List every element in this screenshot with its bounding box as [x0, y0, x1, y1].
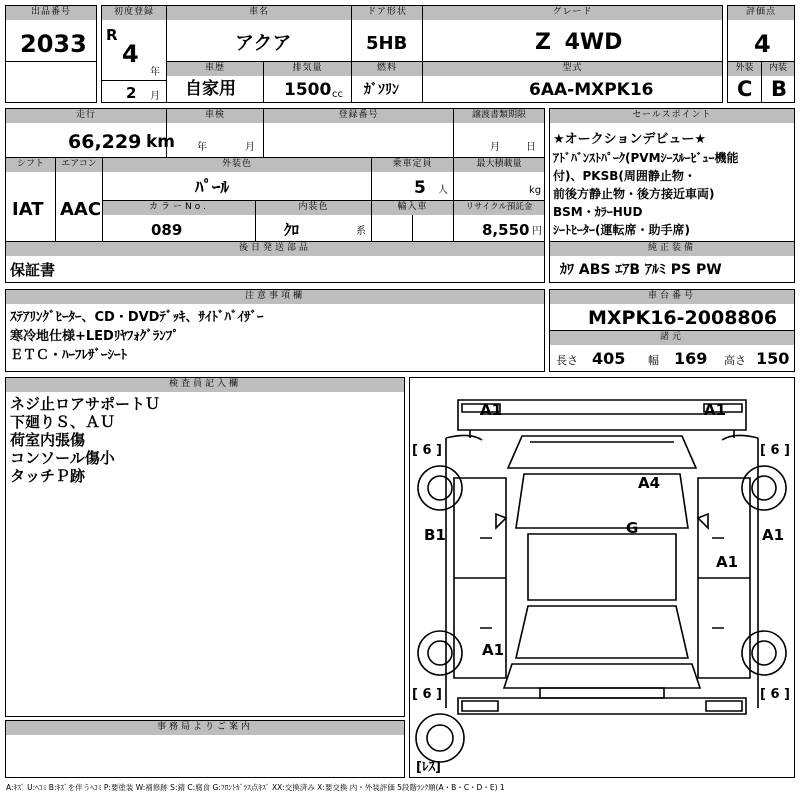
chassis-value: MXPK16-2008806	[588, 307, 778, 329]
office-label: 事務局よりご案内	[6, 721, 404, 735]
specs-width-label: 幅	[648, 354, 659, 367]
first-reg-month-unit: 月	[150, 91, 160, 102]
inspection-year-unit: 年	[197, 142, 207, 153]
notes-line: ＥＴＣ・ﾊｰﾌﾚｻﾞｰｼｰﾄ	[10, 348, 128, 363]
history-value: 自家用	[185, 79, 236, 99]
tire-fl: [ 6 ]	[412, 443, 442, 458]
inspector-line: ネジ止ロアサポートＵ	[10, 395, 161, 413]
reg-number-label: 登録番号	[264, 109, 453, 123]
inspector-line: 下廻りＳ、ＡＵ	[10, 413, 116, 431]
inspector-line: コンソール傷小	[10, 449, 115, 467]
int-color-value: ｸﾛ	[284, 221, 300, 239]
equipment-box	[549, 241, 795, 283]
displacement-label: 排気量	[264, 62, 351, 76]
reg-number-box	[263, 108, 454, 158]
door-box	[351, 5, 423, 62]
sales-point-line: ｼｰﾄﾋｰﾀｰ(運転席・助手席)	[553, 223, 690, 237]
legend: A:ｷｽﾞ U:ﾍｺﾐ B:ｷｽﾞを伴うﾍｺﾐ P:要塗装 W:補修跡 S:錆 C:腐食 G:ﾌﾛﾝﾄｶﾞﾗｽ点ｷｽﾞ XX:交換済み X:要交換 内・外装評価 5段階ﾗﾝｸ順(A・B・C・D・E) 1	[6, 783, 505, 792]
dmg-g: G	[626, 519, 639, 537]
first-reg-label: 初度登録	[102, 6, 166, 20]
car-diagram-box	[409, 377, 795, 778]
recycle-label: リサイクル預託金	[454, 201, 544, 215]
ext-color-value: ﾊﾟｰﾙ	[195, 178, 229, 198]
score-label: 評価点	[728, 6, 794, 20]
tire-rr: [ 6 ]	[760, 687, 790, 702]
interior-grade-box	[761, 61, 795, 103]
specs-label: 諸元	[550, 331, 794, 345]
grade-value: Z 4WD	[535, 30, 623, 55]
equipment-label: 純正装備	[550, 242, 794, 256]
specs-length: 405	[592, 349, 626, 368]
first-reg-box	[101, 5, 167, 103]
spare-tire: [ﾚｽ]	[416, 760, 441, 775]
grade-box	[422, 5, 723, 62]
capacity-unit: 人	[438, 185, 448, 196]
exterior-grade-box	[727, 61, 762, 103]
first-reg-era: R	[106, 26, 118, 44]
sales-point-line: ｱﾄﾞﾊﾞﾝｽﾄﾊﾟｰｸ(PVMｼｰｽﾙｰﾋﾞｭｰ機能	[553, 151, 739, 165]
ext-color-box	[102, 157, 372, 201]
first-reg-year-unit: 年	[150, 67, 160, 78]
aircon-value: AAC	[60, 199, 102, 220]
shift-box	[5, 157, 56, 242]
aircon-label: エアコン	[56, 158, 102, 172]
notes-line: ｽﾃｱﾘﾝｸﾞﾋｰﾀｰ、CD・DVDﾃﾞｯｷ、ｻｲﾄﾞﾊﾞｲｻﾞｰ	[10, 310, 264, 325]
inspector-box	[5, 377, 405, 717]
color-no-value: 089	[151, 221, 183, 239]
transfer-day-unit: 日	[526, 142, 536, 153]
fuel-box	[351, 61, 423, 103]
max-load-label: 最大積載量	[454, 158, 544, 172]
door-value: 5HB	[366, 33, 408, 54]
int-color-box	[255, 200, 372, 242]
history-box	[166, 61, 264, 103]
notes-line: 寒冷地仕様+LEDﾘﾔﾌｫｸﾞﾗﾝﾌﾟ	[10, 329, 179, 344]
later-parts-box	[5, 241, 545, 283]
mileage-unit: km	[146, 132, 176, 152]
exterior-grade-value: C	[737, 77, 753, 101]
inspector-line: 荷室内張傷	[10, 431, 86, 449]
notes-box	[5, 289, 545, 372]
notes-label: 注意事項欄	[6, 290, 544, 304]
recycle-box	[453, 200, 545, 242]
displacement-box	[263, 61, 352, 103]
chassis-label: 車台番号	[550, 290, 794, 304]
lot-blank	[5, 61, 97, 103]
interior-grade-label: 内装	[762, 62, 794, 76]
dmg-a4: A4	[638, 474, 661, 492]
max-load-unit: kg	[529, 185, 542, 196]
color-no-box	[102, 200, 256, 242]
recycle-unit: 円	[532, 226, 542, 237]
inspection-box	[166, 108, 264, 158]
transfer-box	[453, 108, 545, 158]
transfer-month-unit: 月	[490, 142, 500, 153]
score-box	[727, 5, 795, 62]
transfer-label: 譲渡書類期限	[454, 109, 544, 123]
inspection-month-unit: 月	[245, 142, 255, 153]
first-reg-year: 4	[122, 40, 139, 68]
first-reg-month: 2	[126, 84, 137, 102]
lot-label: 出品番号	[6, 6, 96, 20]
mileage-label: 走行	[6, 109, 166, 123]
equipment-value: ｶﾜ ABS ｴｱB ｱﾙﾐ PS PW	[560, 262, 722, 278]
car-diagram	[410, 378, 794, 777]
specs-box	[549, 330, 795, 372]
inspection-label: 車検	[167, 109, 263, 123]
tire-fr: [ 6 ]	[760, 443, 790, 458]
model-box	[422, 61, 723, 103]
displacement-unit: cc	[332, 89, 343, 100]
sales-point-box	[549, 108, 795, 242]
exterior-grade-label: 外装	[728, 62, 761, 76]
car-name-label: 車名	[167, 6, 351, 20]
sales-point-line: ★オークションデビュー★	[553, 132, 707, 147]
specs-width: 169	[674, 349, 708, 368]
inspector-label: 検査員記入欄	[6, 378, 404, 392]
sales-point-line: 前後方静止物・後方接近車両)	[553, 187, 715, 201]
sales-point-label: セールスポイント	[550, 109, 794, 123]
later-parts-value: 保証書	[10, 261, 56, 279]
import-label: 輸入車	[372, 201, 453, 215]
sales-point-line: BSM・ｶﾗｰHUD	[553, 205, 643, 219]
capacity-box	[371, 157, 454, 201]
fuel-label: 燃料	[352, 62, 422, 76]
mileage-box	[5, 108, 176, 158]
import-box	[371, 200, 454, 242]
dmg-a1-bl: A1	[482, 641, 505, 659]
dmg-a1-tr: A1	[704, 401, 727, 419]
specs-height-label: 高さ	[724, 354, 746, 367]
aircon-box	[55, 157, 103, 242]
lot-number: 2033	[20, 30, 87, 58]
grade-label: グレード	[423, 6, 722, 20]
score-value: 4	[754, 30, 771, 58]
office-box	[5, 720, 405, 778]
inspector-line: タッチＰ跡	[10, 467, 86, 485]
capacity-label: 乗車定員	[372, 158, 453, 172]
specs-height: 150	[756, 349, 790, 368]
specs-length-label: 長さ	[556, 354, 578, 367]
dmg-a1-r: A1	[762, 526, 785, 544]
lot-box	[5, 5, 97, 62]
chassis-box	[549, 289, 795, 331]
int-color-label: 内装色	[256, 201, 371, 215]
history-label: 車歴	[167, 62, 263, 76]
max-load-box	[453, 157, 545, 201]
model-value: 6AA-MXPK16	[529, 80, 654, 100]
capacity-value: 5	[414, 178, 426, 198]
dmg-b1: B1	[424, 526, 446, 544]
later-parts-label: 後日発送部品	[6, 242, 544, 256]
recycle-value: 8,550	[482, 221, 530, 239]
dmg-a1-tl: A1	[480, 401, 503, 419]
sales-point-line: 付)、PKSB(周囲静止物・	[553, 169, 696, 183]
mileage-value: 66,229	[68, 131, 142, 153]
ext-color-label: 外装色	[103, 158, 371, 172]
interior-grade-value: B	[771, 77, 788, 101]
shift-value: IAT	[12, 199, 44, 220]
car-name-value: アクア	[235, 32, 292, 54]
model-label: 型式	[423, 62, 722, 76]
shift-label: シフト	[6, 158, 55, 172]
fuel-value: ｶﾞｿﾘﾝ	[364, 82, 399, 98]
car-name-box	[166, 5, 352, 62]
tire-rl: [ 6 ]	[412, 687, 442, 702]
color-no-label: カラーNo.	[103, 201, 255, 215]
dmg-a1-rm: A1	[716, 553, 739, 571]
door-label: ドア形状	[352, 6, 422, 20]
displacement-value: 1500	[284, 80, 332, 100]
int-color-unit: 系	[356, 226, 366, 237]
